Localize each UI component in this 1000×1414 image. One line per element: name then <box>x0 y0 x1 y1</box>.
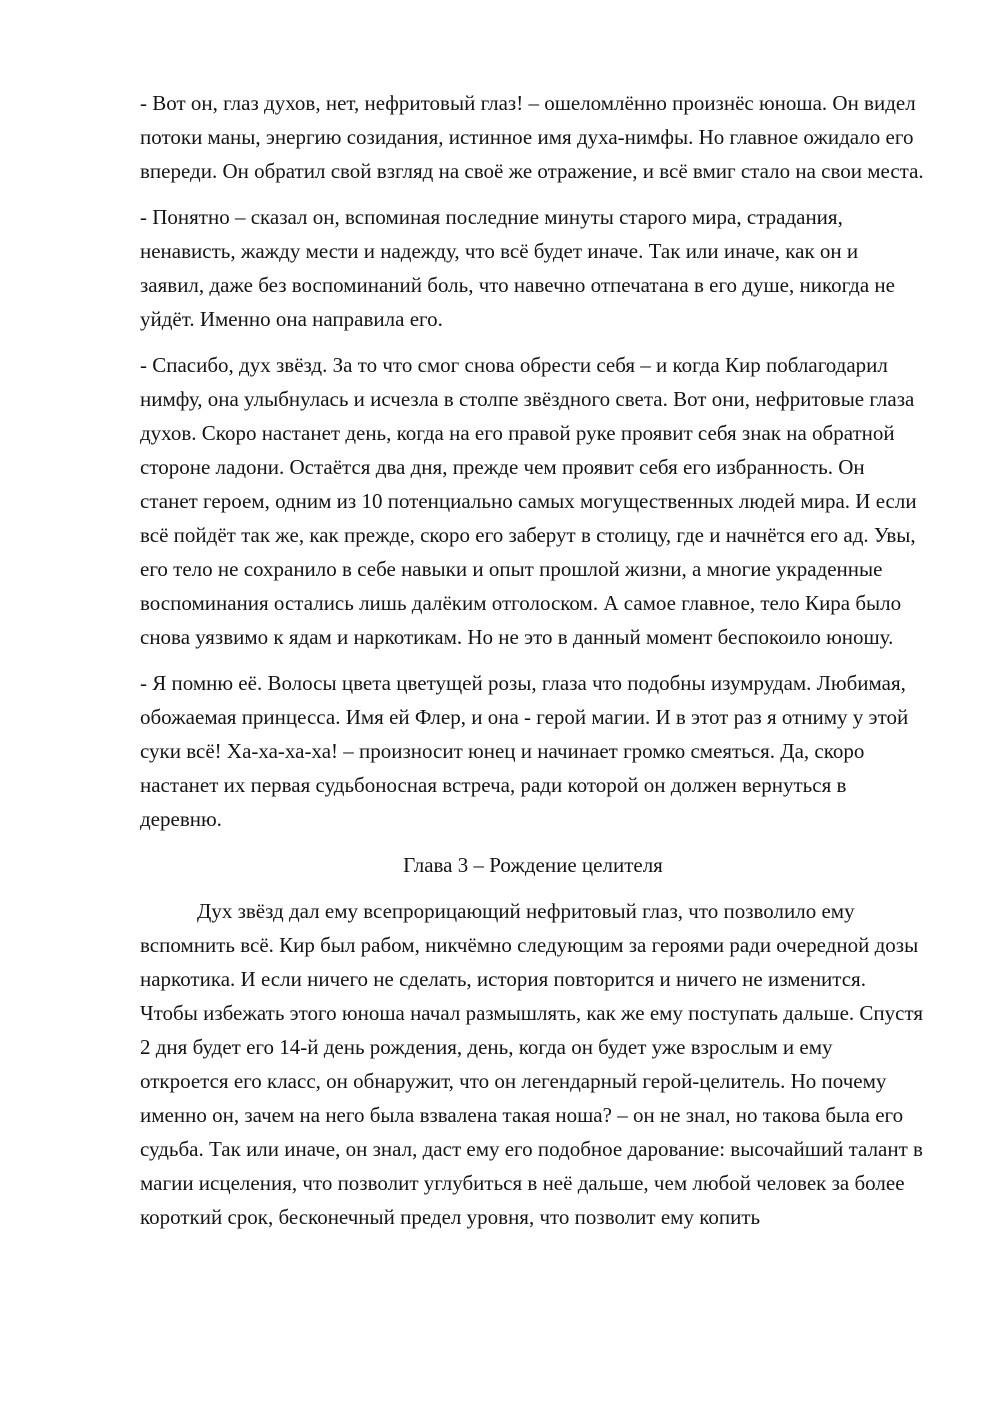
text-paragraph-4: - Я помню её. Волосы цвета цветущей розы, глаза что подобны изумрудам. Любимая, обожаемая принцесса. Имя ей Флер, и она - герой магии. И в этот раз я отниму у этой суки всё! Ха-ха-ха-ха! – произносит юнец и начинает громко смеяться. Да, скоро настанет их первая судьбоносная встреча, ради которой он должен вернуться в деревню. <box>140 671 909 831</box>
text-paragraph-5: Дух звёзд дал ему всепрорицающий нефритовый глаз, что позволило ему вспомнить всё. Кир был рабом, никчёмно следующим за героями ради очередной дозы наркотика. И если ничего не сделать, история повторится и ничего не изменится. Чтобы избежать этого юноша начал размышлять, как же ему поступать дальше. Спустя 2 дня будет его 14-й день рождения, день, когда он будет уже взрослым и ему откроется его класс, он обнаружит, что он легендарный герой-целитель. Но почему именно он, зачем на него была взвалена такая ноша? – он не знал, но такова была его судьба. Так или иначе, он знал, даст ему его подобное дарование: высочайший талант в магии исцеления, что позволит углубиться в неё дальше, чем любой человек за более короткий срок, бесконечный предел уровня, что позволит ему копить <box>140 899 924 1229</box>
chapter-heading: Глава 3 – Рождение целителя <box>403 853 663 877</box>
document-page <box>140 86 926 1246</box>
text-paragraph-2: - Понятно – сказал он, вспоминая последние минуты старого мира, страдания, ненависть, жажду мести и надежду, что всё будет иначе. Так или иначе, как он и заявил, даже без воспоминаний боль, что навечно отпечатана в его душе, никогда не уйдёт. Именно она направила его. <box>140 205 895 331</box>
text-paragraph-1: - Вот он, глаз духов, нет, нефритовый глаз! – ошеломлённо произнёс юноша. Он видел потоки маны, энергию созидания, истинное имя духа-нимфы. Но главное ожидало его впереди. Он обратил свой взгляд на своё же отражение, и всё вмиг стало на свои места. <box>140 91 924 183</box>
text-paragraph-3: - Спасибо, дух звёзд. За то что смог снова обрести себя – и когда Кир поблагодарил нимфу, она улыбнулась и исчезла в столпе звёздного света. Вот они, нефритовые глаза духов. Скоро настанет день, когда на его правой руке проявит себя знак на обратной стороне ладони. Остаётся два дня, прежде чем проявит себя его избранность. Он станет героем, одним из 10 потенциально самых могущественных людей мира. И если всё пойдёт так же, как прежде, скоро его заберут в столицу, где и начнётся его ад. Увы, его тело не сохранило в себе навыки и опыт прошлой жизни, а многие украденные воспоминания остались лишь далёким отголоском. А самое главное, тело Кира было снова уязвимо к ядам и наркотикам. Но не это в данный момент беспокоило юношу. <box>140 353 917 649</box>
